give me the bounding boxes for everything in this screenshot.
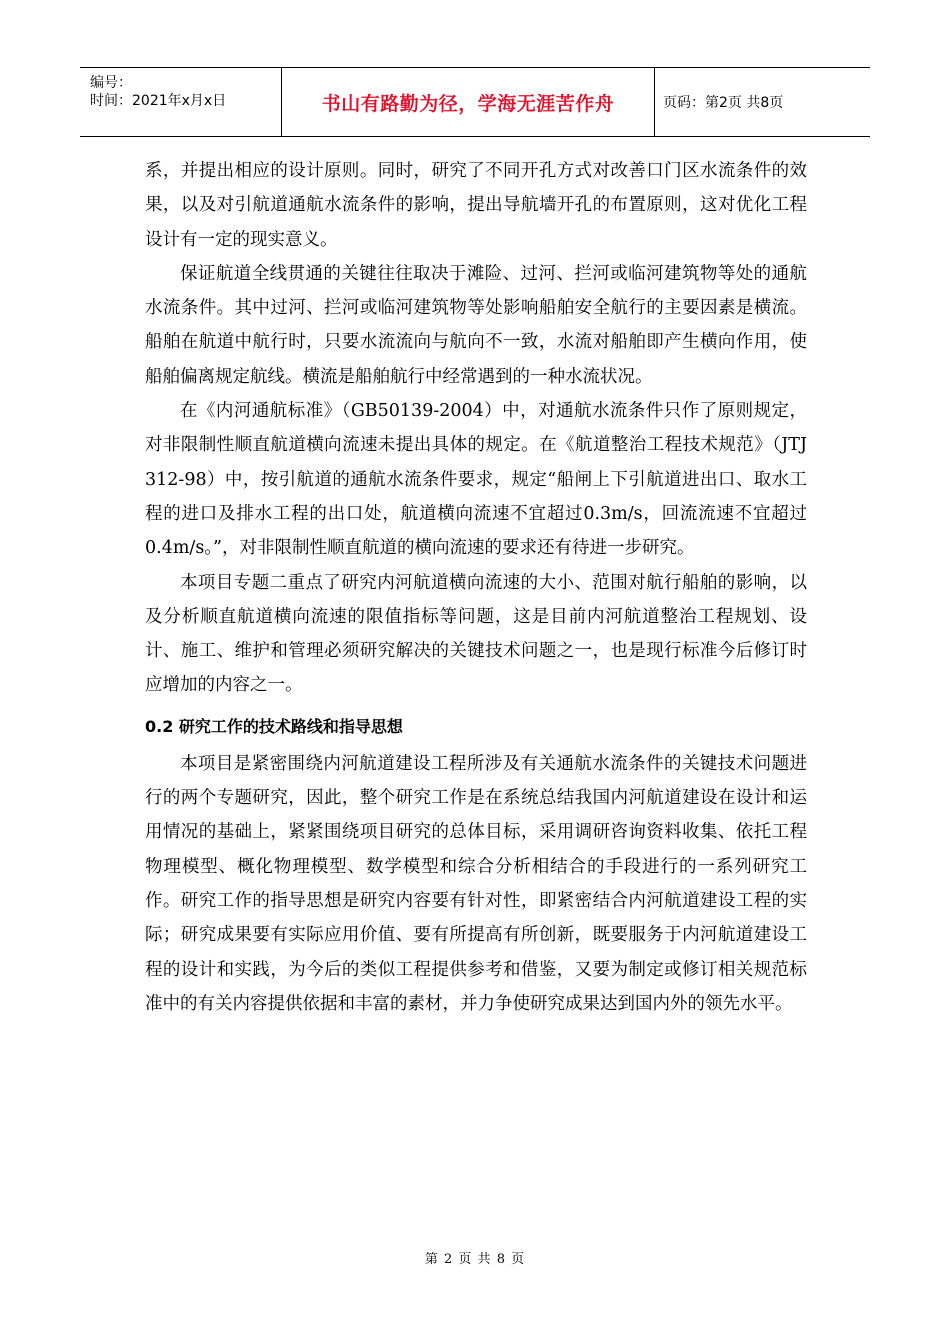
document-body <box>145 154 807 1021</box>
section-heading: 0.2 研究工作的技术路线和指导思想 <box>145 716 403 736</box>
body-paragraph: 在《内河通航标准》（GB50139-2004）中，对通航水流条件只作了原则规定，对非限制性顺直航道横向流速未提出具体的规定。在《航道整治工程技术规范》（JTJ 312-98）中，按引航道的通航水流条件要求，规定“船闸上下引航道进出口、取水工程的进口及排水工程的出口处，航道横向流速不宜超过0.3m/s，回流流速不宜超过0.4m/s。”，对非限制性顺直航道的横向流速的要求还有待进一步研究。 <box>145 401 807 559</box>
page-header <box>80 67 870 137</box>
document-date: 时间：2021年x月x日 <box>90 93 227 109</box>
page-footer: 第 2 页 共 8 页 <box>424 1252 526 1267</box>
header-page-number: 页码：第2页 共8页 <box>663 95 784 111</box>
header-motto: 书山有路勤为径，学海无涯苦作舟 <box>282 68 655 136</box>
header-meta <box>80 68 282 136</box>
body-paragraph: 系，并提出相应的设计原则。同时，研究了不同开孔方式对改善口门区水流条件的效果，以及对引航道通航水流条件的影响，提出导航墙开孔的布置原则，这对优化工程设计有一定的现实意义。 <box>145 161 807 250</box>
document-number-label: 编号： <box>90 75 132 91</box>
body-paragraph: 本项目专题二重点了研究内河航道横向流速的大小、范围对航行船舶的影响，以及分析顺直航道横向流速的限值指标等问题，这是目前内河航道整治工程规划、设计、施工、维护和管理必须研究解决的关键技术问题之一，也是现行标准今后修订时应增加的内容之一。 <box>145 572 807 696</box>
body-paragraph: 本项目是紧密围绕内河航道建设工程所涉及有关通航水流条件的关键技术问题进行的两个专题研究，因此，整个研究工作是在系统总结我国内河航道建设在设计和运用情况的基础上，紧紧围绕项目研究的总体目标，采用调研咨询资料收集、依托工程物理模型、概化物理模型、数学模型和综合分析相结合的手段进行的一系列研究工作。研究工作的指导思想是研究内容要有针对性，即紧密结合内河航道建设工程的实际；研究成果要有实际应用价值、要有所提高有所创新，既要服务于内河航道建设工程的设计和实践，为今后的类似工程提供参考和借鉴，又要为制定或修订相关规范标准中的有关内容提供依据和丰富的素材，并力争使研究成果达到国内外的领先水平。 <box>145 753 807 1014</box>
body-paragraph: 保证航道全线贯通的关键往往取决于滩险、过河、拦河或临河建筑物等处的通航水流条件。其中过河、拦河或临河建筑物等处影响船舶安全航行的主要因素是横流。船舶在航道中航行时，只要水流流向与航向不一致，水流对船舶即产生横向作用，使船舶偏离规定航线。横流是船舶航行中经常遇到的一种水流状况。 <box>145 263 807 387</box>
